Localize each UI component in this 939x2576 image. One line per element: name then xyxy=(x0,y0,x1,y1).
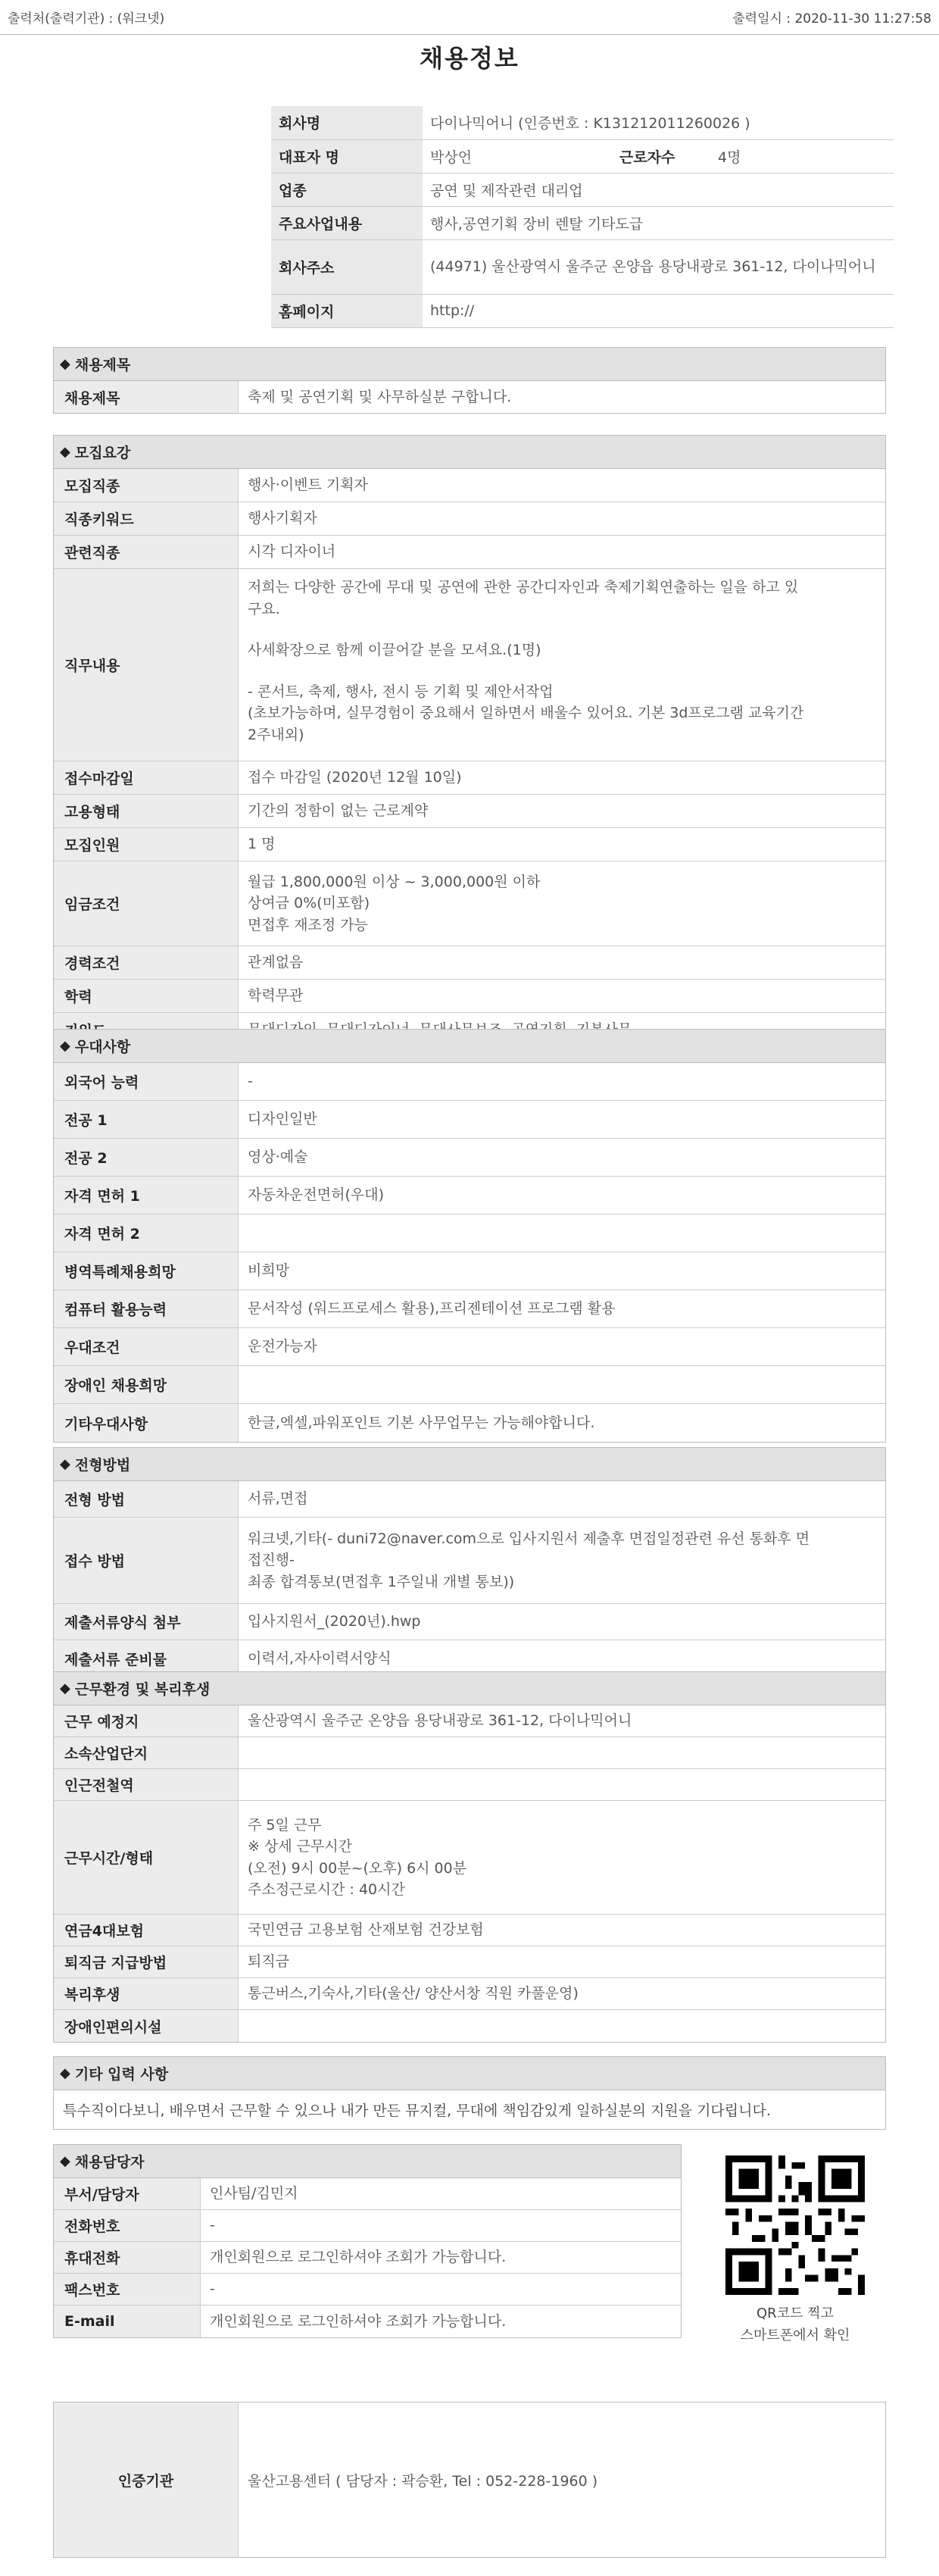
field-label: 모집직종 xyxy=(54,469,239,502)
contact-row: 전화번호 - xyxy=(54,2210,681,2242)
job-title-heading: ◆ 채용제목 xyxy=(54,348,885,381)
staff-value: 4명 xyxy=(710,139,894,173)
form-attachment-link[interactable]: 입사지원서_(2020년).hwp xyxy=(248,1613,421,1630)
method-label: 전형 방법 xyxy=(54,1481,239,1517)
welfare-label: 복리후생 xyxy=(54,1978,239,2009)
homepage-link[interactable]: http:// xyxy=(423,294,894,327)
job-title-row xyxy=(54,381,885,413)
hours-label: 근무시간/형태 xyxy=(54,1801,239,1914)
pref-row: 자격 면허 1 자동차운전면허(우대) xyxy=(54,1177,885,1215)
station-label: 인근전철역 xyxy=(54,1769,239,1800)
staff-label: 근로자수 xyxy=(612,139,710,173)
pref-row: 장애인 채용희망 xyxy=(54,1366,885,1404)
insurance-label: 연금4대보험 xyxy=(54,1915,239,1946)
station-value xyxy=(239,1769,885,1800)
field-value: 행사·이벤트 기획자 xyxy=(248,477,368,494)
print-source: 출력처(출력기관) : (워크넷) xyxy=(8,11,165,27)
severance-label: 퇴직금 지급방법 xyxy=(54,1946,239,1977)
pref-row: 전공 2 영상·예술 xyxy=(54,1139,885,1177)
industry-label: 업종 xyxy=(271,173,423,206)
etc-text: 특수직이다보니, 배우면서 근무할 수 있으나 내가 만든 뮤지컬, 무대에 책임감있게 일하실분의 지원을 기다립니다. xyxy=(63,2102,771,2119)
related-value: 시각 디자이너 xyxy=(248,543,336,561)
cert-label: 인증기관 xyxy=(54,2402,239,2557)
job-title-label: 채용제목 xyxy=(54,381,239,413)
qr-code-image[interactable] xyxy=(725,2156,865,2295)
diamond-bullet-icon: ◆ xyxy=(60,2153,70,2169)
method-value: 서류,면접 xyxy=(248,1490,308,1508)
docs-label: 제출서류 준비물 xyxy=(54,1640,239,1677)
employ-label: 고용형태 xyxy=(54,795,239,827)
duty-label: 직무내용 xyxy=(54,569,239,761)
pref-row: 기타우대사항 한글,엑셀,파워포인트 기본 사무업무는 가능해야합니다. xyxy=(54,1404,885,1442)
address-label: 회사주소 xyxy=(271,239,423,294)
recruit-section xyxy=(53,435,886,1047)
diamond-bullet-icon: ◆ xyxy=(60,1038,70,1054)
count-value: 1 명 xyxy=(248,836,276,853)
etc-heading: ◆ 기타 입력 사항 xyxy=(54,2057,885,2090)
diamond-bullet-icon: ◆ xyxy=(60,2065,70,2081)
career-value: 관계없음 xyxy=(248,954,304,971)
employ-value: 기간의 정함이 없는 근로계약 xyxy=(248,802,429,820)
company-info-table xyxy=(271,106,894,328)
contact-row: 휴대전화 개인회원으로 로그인하셔야 조회가 가능합니다. xyxy=(54,2242,681,2274)
print-header xyxy=(0,0,939,35)
disability-label: 장애인편의시설 xyxy=(54,2010,239,2042)
hours-value: 주 5일 근무 ※ 상세 근무시간 (오전) 9시 00분~(오후) 6시 00분 주소정근로시간 : 40시간 xyxy=(248,1816,467,1898)
keyword-value: 행사기획자 xyxy=(248,510,317,527)
screening-section xyxy=(53,1447,886,1677)
career-label: 경력조건 xyxy=(54,946,239,979)
business-value: 행사,공연기획 장비 렌탈 기타도급 xyxy=(423,206,894,239)
diamond-bullet-icon: ◆ xyxy=(60,1456,70,1472)
ceo-label: 대표자 명 xyxy=(271,139,423,173)
disability-value xyxy=(239,2010,885,2042)
deadline-label: 접수마감일 xyxy=(54,761,239,794)
pref-row: 우대조건 운전가능자 xyxy=(54,1328,885,1366)
ceo-value: 박상언 xyxy=(423,139,612,173)
cert-section xyxy=(53,2402,886,2558)
form-label: 제출서류양식 첨부 xyxy=(54,1604,239,1640)
contact-row: E-mail 개인회원으로 로그인하셔야 조회가 가능합니다. xyxy=(54,2306,681,2337)
pref-row: 자격 면허 2 xyxy=(54,1215,885,1252)
contact-heading: ◆ 채용담당자 xyxy=(54,2145,681,2178)
diamond-bullet-icon: ◆ xyxy=(60,356,70,372)
diamond-bullet-icon: ◆ xyxy=(60,1680,70,1696)
complex-label: 소속산업단지 xyxy=(54,1737,239,1768)
place-value: 울산광역시 울주군 온양읍 용당내광로 361-12, 다이나믹어니 xyxy=(248,1712,632,1730)
pref-row: 병역특례채용희망 비희망 xyxy=(54,1252,885,1290)
screening-heading: ◆ 전형방법 xyxy=(54,1448,885,1481)
recruit-heading: ◆ 모집요강 xyxy=(54,436,885,469)
apply-label: 접수 방법 xyxy=(54,1518,239,1603)
pref-row: 컴퓨터 활용능력 문서작성 (워드프로세스 활용),프리젠테이션 프로그램 활용 xyxy=(54,1290,885,1328)
job-title-section xyxy=(53,347,886,414)
qr-caption: QR코드 찍고 스마트폰에서 확인 xyxy=(740,2306,850,2343)
address-value: (44971) 울산광역시 울주군 온양읍 용당내광로 361-12, 다이나믹어니 xyxy=(423,239,894,294)
company-name-value: 다이나믹어니 (인증번호 : K131212011260026 ) xyxy=(423,106,894,139)
keyword-label: 직종키워드 xyxy=(54,502,239,535)
pref-section xyxy=(53,1029,886,1443)
complex-value xyxy=(239,1737,885,1768)
contact-section xyxy=(53,2144,682,2338)
etc-section xyxy=(53,2056,886,2130)
industry-value: 공연 및 제작관련 대리업 xyxy=(423,173,894,206)
duty-value: 저희는 다양한 공간에 무대 및 공연에 관한 공간디자인과 축제기획연출하는 일을 하고 있 구요. 사세확장으로 함께 이끌어갈 분을 모셔요.(1명) - 콘서트, 축제, 행사, 전시 등 기획 및 제안서작업 (초보가능하며, 실무경험이 중요해서 일하면서 배울수 있어요. 기본 3d프로그램 교육기간 2주내외) xyxy=(248,579,804,743)
print-datetime: 출력일시 : 2020-11-30 11:27:58 xyxy=(732,11,931,27)
page-title: 채용정보 xyxy=(420,44,519,73)
pref-heading: ◆ 우대사항 xyxy=(54,1030,885,1063)
job-title-value: 축제 및 공연기획 및 사무하실분 구합니다. xyxy=(248,388,512,405)
work-section xyxy=(53,1671,886,2043)
pref-row: 외국어 능력 - xyxy=(54,1063,885,1101)
severance-value: 퇴직금 xyxy=(248,1953,290,1971)
diamond-bullet-icon: ◆ xyxy=(60,444,70,460)
edu-label: 학력 xyxy=(54,980,239,1012)
homepage-label: 홈페이지 xyxy=(271,294,423,327)
place-label: 근무 예정지 xyxy=(54,1705,239,1737)
docs-value: 이력서,자사이력서양식 xyxy=(248,1649,392,1667)
edu-value: 학력무관 xyxy=(248,987,304,1005)
wage-label: 임금조건 xyxy=(54,861,239,946)
contact-row: 팩스번호 - xyxy=(54,2274,681,2306)
cert-value: 울산고용센터 ( 담당자 : 곽승환, Tel : 052-228-1960 ) xyxy=(248,2472,598,2490)
business-label: 주요사업내용 xyxy=(271,206,423,239)
count-label: 모집인원 xyxy=(54,828,239,861)
company-name-label: 회사명 xyxy=(271,106,423,139)
work-heading: ◆ 근무환경 및 복리후생 xyxy=(54,1672,885,1705)
apply-value: 워크넷,기타(- duni72@naver.com으로 입사지원서 제출후 면접일정관련 유선 통화후 면 접진행- 최종 합격통보(면접후 1주일내 개별 통보)) xyxy=(248,1530,810,1590)
insurance-value: 국민연금 고용보험 산재보험 건강보험 xyxy=(248,1921,484,1939)
contact-row: 부서/담당자 인사팀/김민지 xyxy=(54,2178,681,2210)
related-label: 관련직종 xyxy=(54,536,239,568)
wage-value: 월급 1,800,000원 이상 ~ 3,000,000원 이하 상여금 0%(미포함) 면접후 재조정 가능 xyxy=(248,873,541,933)
pref-row: 전공 1 디자인일반 xyxy=(54,1101,885,1139)
deadline-value: 접수 마감일 (2020년 12월 10일) xyxy=(248,769,462,786)
welfare-value: 통근버스,기숙사,기타(울산/ 양산서창 직원 카풀운영) xyxy=(248,1985,579,2002)
